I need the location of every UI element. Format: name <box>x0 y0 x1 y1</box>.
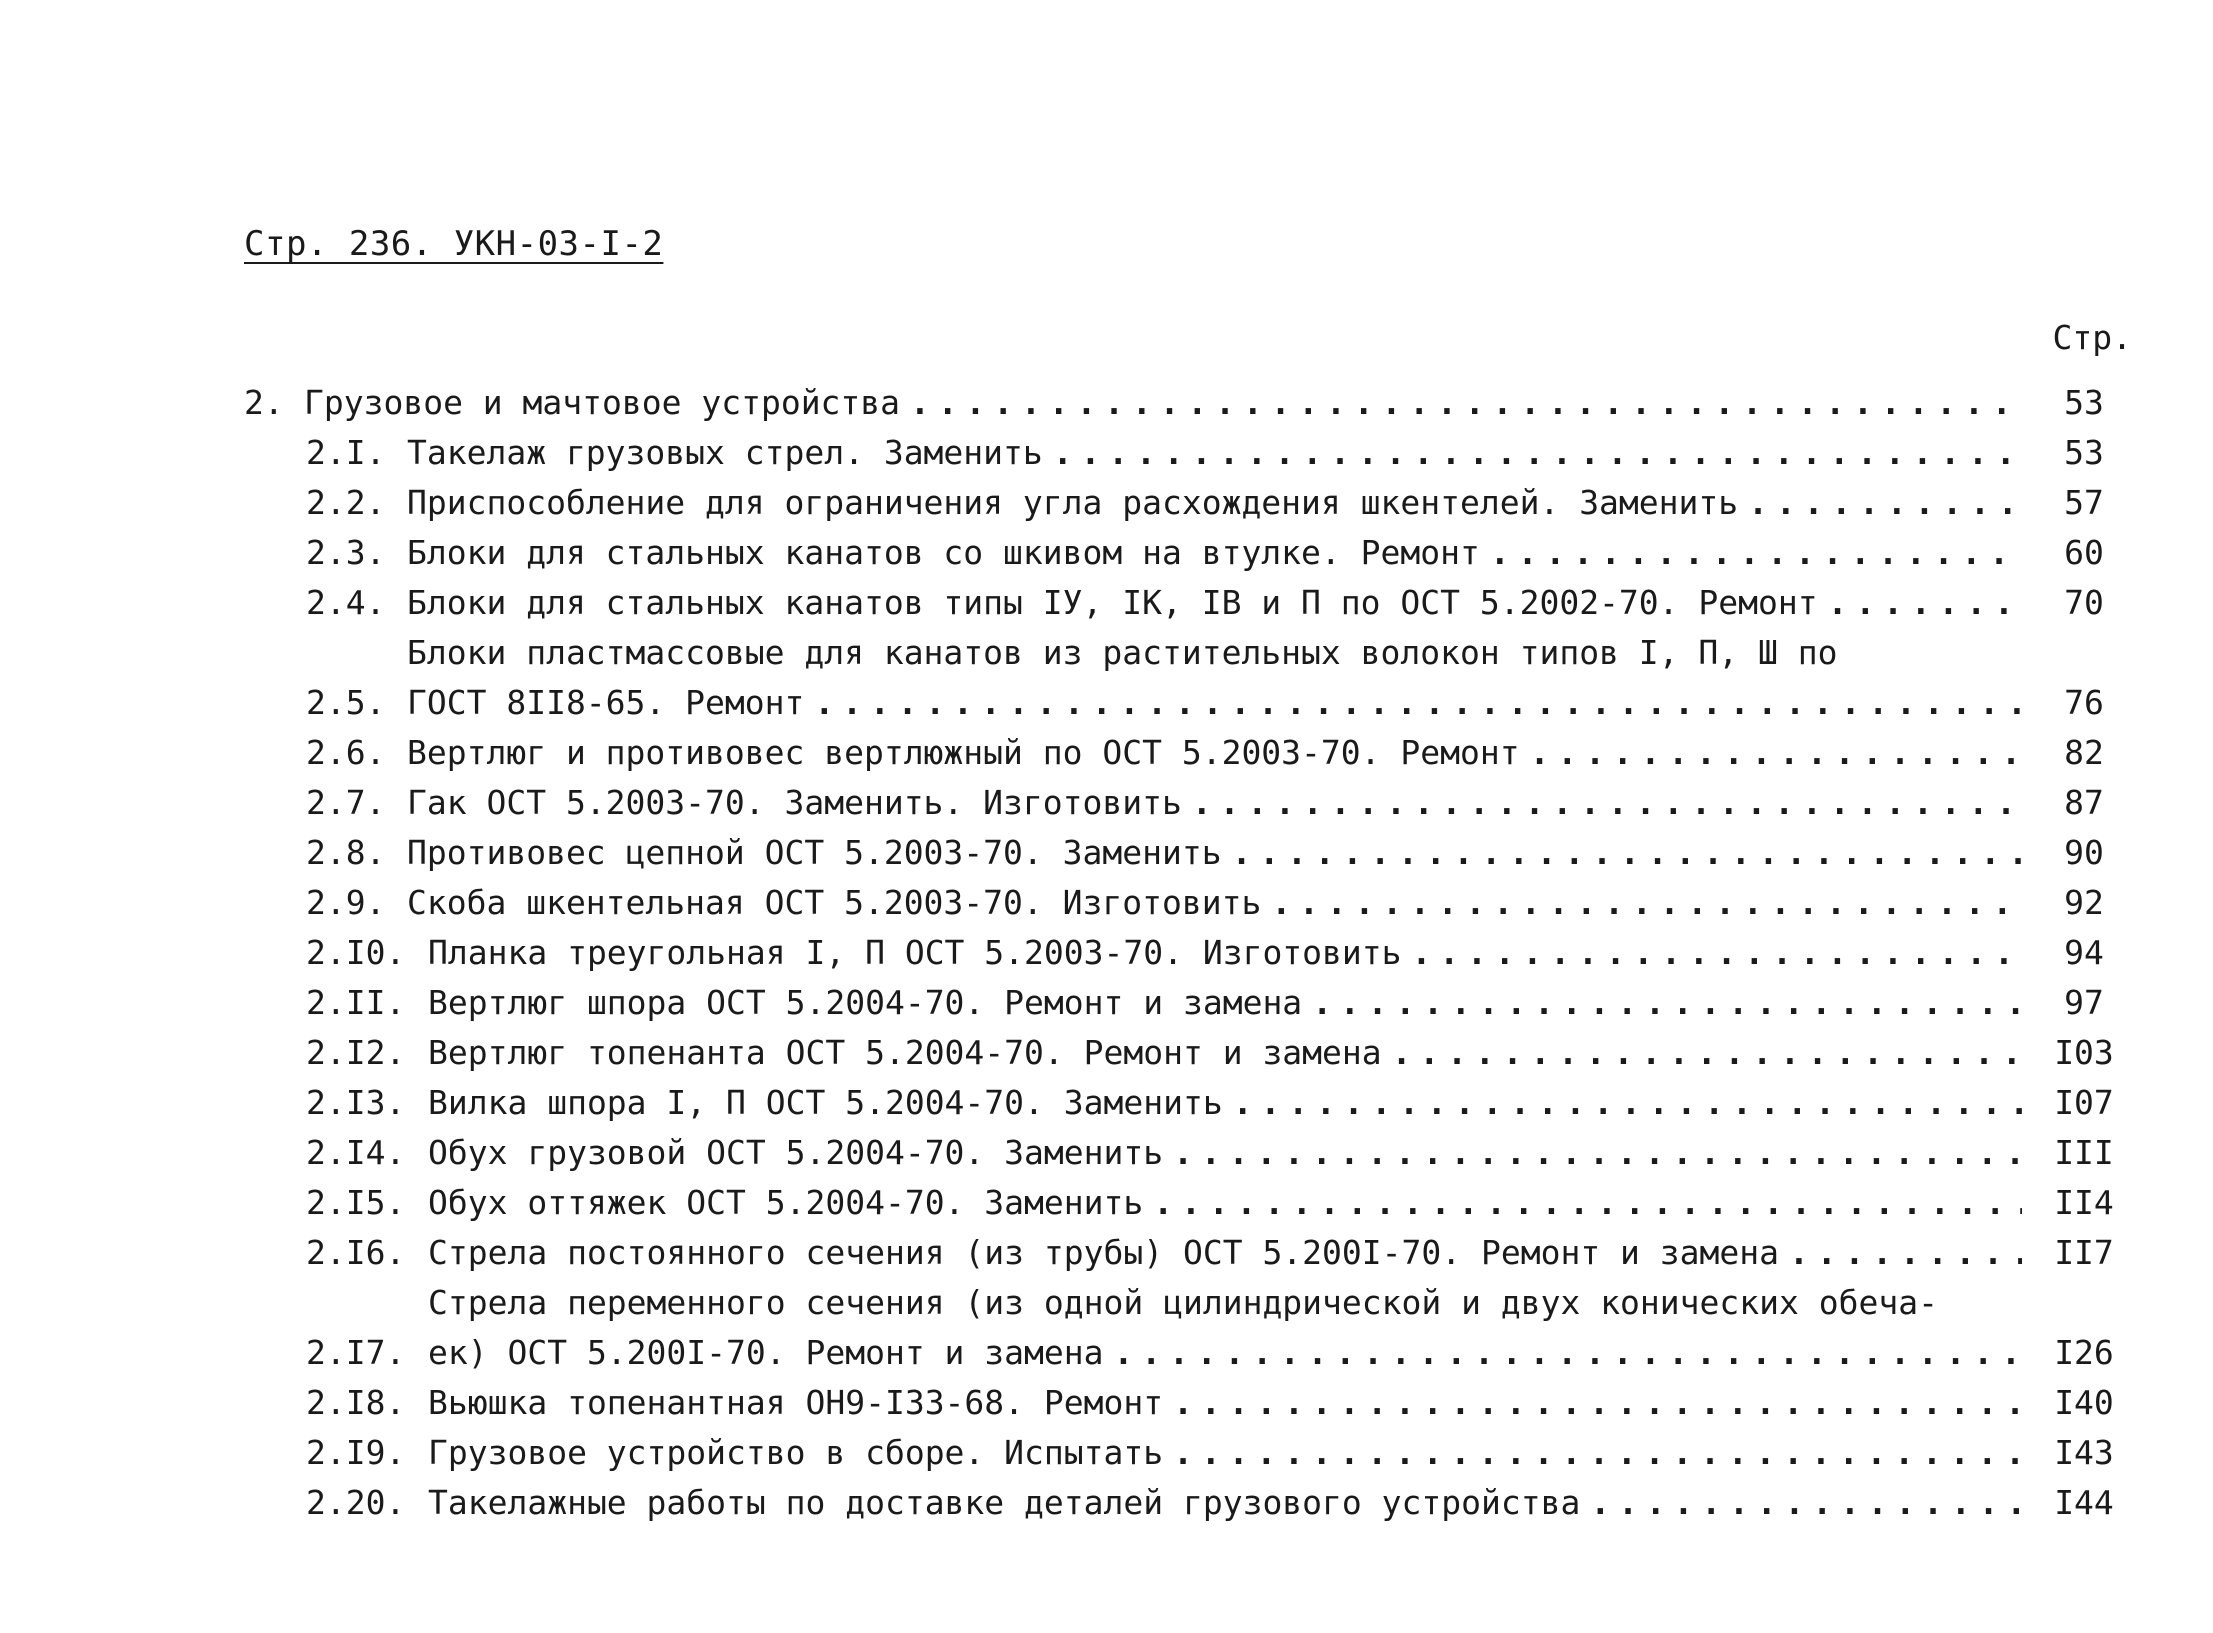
toc-entry <box>244 1228 2132 1278</box>
toc-section-title: Грузовое и мачтовое устройства <box>304 383 901 422</box>
toc-entry <box>244 578 2132 628</box>
toc-entry-number: 2.3. <box>306 533 386 572</box>
toc-entry-title: Блоки для стальных канатов со шкивом на втулке. Ремонт <box>407 533 1480 572</box>
dot-leader <box>1312 978 2022 1028</box>
toc-entry-number: 2.I0. <box>306 933 406 972</box>
toc-entry-page: 82 <box>2064 733 2104 772</box>
toc-entry-page: 90 <box>2064 833 2104 872</box>
toc-entry-title: Вертлюг шпора ОСТ 5.2004-70. Ремонт и замена <box>428 983 1303 1022</box>
toc-entry-page: I03 <box>2054 1033 2114 1072</box>
toc-entry-number: 2.5. <box>306 683 386 722</box>
toc-entry-number: 2.II. <box>306 983 406 1022</box>
toc-entry <box>244 928 2132 978</box>
toc-entry-number: 2.20. <box>306 1483 406 1522</box>
toc-entry-page: 87 <box>2064 783 2104 822</box>
dot-leader <box>1789 1228 2022 1278</box>
toc-entry-number: 2.I6. <box>306 1233 406 1272</box>
toc-entry-page: 92 <box>2064 883 2104 922</box>
dot-leader <box>1490 528 2022 578</box>
toc-entry-title: Стрела постоянного сечения (из трубы) ОСТ 5.200I-70. Ремонт и замена <box>428 1233 1780 1272</box>
toc-entry <box>244 878 2132 928</box>
dot-leader <box>1233 1078 2022 1128</box>
toc-entry-title: Приспособление для ограничения угла расхождения шкентелей. Заменить <box>407 483 1739 522</box>
dot-leader <box>1590 1478 2022 1528</box>
toc-entry <box>244 1028 2132 1078</box>
toc-entry-number: 2.I8. <box>306 1383 406 1422</box>
toc-entry-page: I40 <box>2054 1383 2114 1422</box>
toc-entry-title: Обух оттяжек ОСТ 5.2004-70. Заменить <box>428 1183 1144 1222</box>
dot-leader <box>1271 878 2022 928</box>
toc-entry-title: Вертлюг топенанта ОСТ 5.2004-70. Ремонт и замена <box>428 1033 1382 1072</box>
dot-leader <box>1173 1128 2022 1178</box>
toc-entry-title: Противовес цепной ОСТ 5.2003-70. Заменить <box>407 833 1222 872</box>
toc-entry <box>244 1128 2132 1178</box>
toc-section-page: 53 <box>2064 383 2104 422</box>
toc-entry-title-line: Блоки пластмассовые для канатов из растительных волокон типов I, П, Ш по <box>407 633 1838 672</box>
toc-entry <box>244 1178 2132 1228</box>
toc-entry-number: 2.9. <box>306 883 386 922</box>
toc-entry-page: I26 <box>2054 1333 2114 1372</box>
toc-entry-page: 76 <box>2064 683 2104 722</box>
toc-entry-page: 97 <box>2064 983 2104 1022</box>
dot-leader <box>910 378 2022 428</box>
toc-entry-page: 53 <box>2064 433 2104 472</box>
dot-leader <box>1192 778 2022 828</box>
toc-entry-title: Гак ОСТ 5.2003-70. Заменить. Изготовить <box>407 783 1182 822</box>
toc-entry-page: II7 <box>2054 1233 2114 1272</box>
toc-entry-title: Вилка шпора I, П ОСТ 5.2004-70. Заменить <box>428 1083 1223 1122</box>
toc-entry <box>244 828 2132 878</box>
toc-entry-page: II4 <box>2054 1183 2114 1222</box>
toc-entry-title: ек) ОСТ 5.200I-70. Ремонт и замена <box>428 1333 1104 1372</box>
toc-entry-title: Вертлюг и противовес вертлюжный по ОСТ 5.2003-70. Ремонт <box>407 733 1520 772</box>
toc-entry-number: 2.I. <box>306 433 386 472</box>
toc-entry-page: III <box>2054 1133 2114 1172</box>
dot-leader <box>814 678 2022 728</box>
toc-entry-page: I07 <box>2054 1083 2114 1122</box>
toc-entry-title: Такелаж грузовых стрел. Заменить <box>407 433 1043 472</box>
dot-leader <box>1173 1428 2022 1478</box>
toc-entry-number: 2.4. <box>306 583 386 622</box>
toc-entry-page: 60 <box>2064 533 2104 572</box>
toc-entry <box>244 428 2132 478</box>
toc-entry-number: 2.I4. <box>306 1133 406 1172</box>
toc-section-number: 2. <box>244 383 284 422</box>
toc-entry-title: Планка треугольная I, П ОСТ 5.2003-70. Изготовить <box>428 933 1402 972</box>
toc-entry-page: I44 <box>2054 1483 2114 1522</box>
toc-entry-number: 2.I3. <box>306 1083 406 1122</box>
toc-entry-page: 57 <box>2064 483 2104 522</box>
toc-entry-number: 2.I7. <box>306 1333 406 1372</box>
toc-entry-number: 2.I2. <box>306 1033 406 1072</box>
toc-entry-title: ГОСТ 8II8-65. Ремонт <box>407 683 805 722</box>
toc-entry <box>244 628 2132 728</box>
toc-entry-page: 94 <box>2064 933 2104 972</box>
toc-entry-title: Блоки для стальных канатов типы IУ, IК, IВ и П по ОСТ 5.2002-70. Ремонт <box>407 583 1818 622</box>
toc-entry-number: 2.I5. <box>306 1183 406 1222</box>
toc-entry-title: Вьюшка топенантная ОН9-I33-68. Ремонт <box>428 1383 1164 1422</box>
toc-entry <box>244 1078 2132 1128</box>
dot-leader <box>1828 578 2022 628</box>
toc-entry <box>244 1278 2132 1378</box>
toc-entry <box>244 778 2132 828</box>
dot-leader <box>1153 1178 2022 1228</box>
toc-entry-title-line: Стрела переменного сечения (из одной цилиндрической и двух конических обеча- <box>428 1283 1938 1322</box>
toc-entry-number: 2.8. <box>306 833 386 872</box>
dot-leader <box>1053 428 2022 478</box>
toc-entry <box>244 1478 2132 1528</box>
toc-entry-number: 2.I9. <box>306 1433 406 1472</box>
toc-entry <box>244 1378 2132 1428</box>
toc-section <box>244 378 2132 428</box>
dot-leader <box>1173 1378 2022 1428</box>
toc-entry-title: Такелажные работы по доставке деталей грузового устройства <box>428 1483 1581 1522</box>
toc-entry-page: I43 <box>2054 1433 2114 1472</box>
toc-entry-title: Скоба шкентельная ОСТ 5.2003-70. Изготовить <box>407 883 1262 922</box>
toc-entry <box>244 728 2132 778</box>
toc-entry-page: 70 <box>2064 583 2104 622</box>
dot-leader <box>1392 1028 2022 1078</box>
toc-entry <box>244 1428 2132 1478</box>
toc-entry <box>244 978 2132 1028</box>
toc-entry-number: 2.7. <box>306 783 386 822</box>
dot-leader <box>1114 1328 2022 1378</box>
toc-entry <box>244 478 2132 528</box>
dot-leader <box>1748 478 2022 528</box>
toc-entry-title: Обух грузовой ОСТ 5.2004-70. Заменить <box>428 1133 1164 1172</box>
table-of-contents <box>244 378 2132 1528</box>
dot-leader <box>1412 928 2022 978</box>
dot-leader <box>1232 828 2022 878</box>
toc-entry-number: 2.6. <box>306 733 386 772</box>
dot-leader <box>1530 728 2022 778</box>
page-header: Стр. 236. УКН-03-I-2 <box>244 224 664 264</box>
page-column-label: Стр. <box>2052 318 2132 357</box>
toc-entry <box>244 528 2132 578</box>
toc-entry-title: Грузовое устройство в сборе. Испытать <box>428 1433 1164 1472</box>
toc-entry-number: 2.2. <box>306 483 386 522</box>
